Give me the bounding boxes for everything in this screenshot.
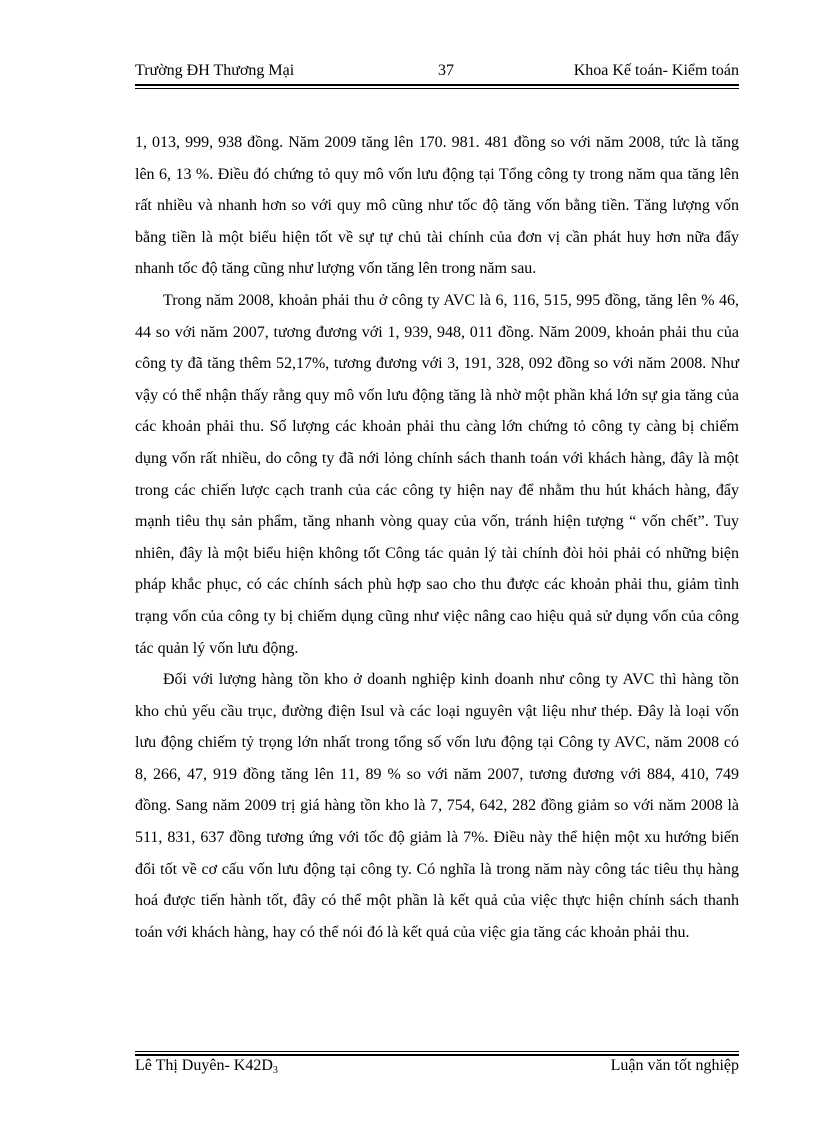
page-footer bbox=[135, 1055, 739, 1079]
footer-class-subscript: 3 bbox=[272, 1065, 278, 1076]
footer-document-type: Luận văn tốt nghiệp bbox=[610, 1057, 739, 1074]
footer-rule-top bbox=[135, 1051, 739, 1052]
paragraph-1: 1, 013, 999, 938 đồng. Năm 2009 tăng lên 170. 981. 481 đồng so với năm 2008, tức là tăng lên 6, 13 %. Điều đó chứng tỏ quy mô vốn lưu động tại Tổng công ty trong năm qua tăng lên rất nhiều và nhanh hơn so với quy mô cũng như tốc độ tăng vốn bằng tiền. Tăng lượng vốn bằng tiền là một biểu hiện tốt về sự tự chủ tài chính của đơn vị cần phát huy hơn nữa đẩy nhanh tốc độ tăng cũng như lượng vốn tăng lên trong năm sau. bbox=[135, 134, 739, 278]
header-rule-top bbox=[135, 84, 739, 86]
header-rule-bottom bbox=[135, 88, 739, 89]
footer-author bbox=[135, 1057, 278, 1076]
paragraph-2: Trong năm 2008, khoản phải thu ở công ty AVC là 6, 116, 515, 995 đồng, tăng lên % 46, 44 so với năm 2007, tương đương với 1, 939, 948, 011 đồng. Năm 2009, khoản phải thu của công ty đã tăng thêm 52,17%, tương đương với 3, 191, 328, 092 đồng so với năm 2008. Như vậy có thể nhận thấy rằng quy mô vốn lưu động tăng là nhờ một phần khá lớn sự gia tăng của các khoản phải thu. Số lượng các khoản phải thu càng lớn chứng tỏ công ty càng bị chiếm dụng vốn rất nhiều, do công ty đã nới lỏng chính sách thanh toán với khách hàng, đây là một trong các chiến lược cạch tranh của các công ty hiện nay để nhằm thu hút khách hàng, đẩy mạnh tiêu thụ sản phẩm, tăng nhanh vòng quay của vốn, tránh hiện tượng “ vốn chết”. Tuy nhiên, đây là một biểu hiện không tốt Công tác quản lý tài chính đòi hỏi phải có những biện pháp khắc phục, có các chính sách phù hợp sao cho thu được các khoản phải thu, giảm tình trạng vốn của công ty bị chiếm dụng cũng như việc nâng cao hiệu quả sử dụng vốn của công tác quản lý vốn lưu động. bbox=[135, 291, 739, 657]
header-school: Trường ĐH Thương Mại bbox=[135, 62, 295, 79]
header-department: Khoa Kế toán- Kiểm toán bbox=[573, 62, 739, 79]
body-text bbox=[135, 127, 739, 948]
page-number: 37 bbox=[438, 62, 454, 79]
page-header bbox=[135, 60, 739, 84]
paragraph-3: Đối với lượng hàng tồn kho ở doanh nghiệp kinh doanh như công ty AVC thì hàng tồn kho chủ yếu cầu trục, đường điện Isul và các loại nguyên vật liệu như thép. Đây là loại vốn lưu động chiếm tỷ trọng lớn nhất trong tổng số vốn lưu động tại Công ty AVC, năm 2008 có 8, 266, 47, 919 đồng tăng lên 11, 89 % so với năm 2007, tương đương với 884, 410, 749 đồng. Sang năm 2009 trị giá hàng tồn kho là 7, 754, 642, 282 đồng giảm so với năm 2008 là 511, 831, 637 đồng tương ứng với tốc độ giảm là 7%. Điều này thể hiện một xu hướng biến đổi tốt về cơ cấu vốn lưu động tại công ty. Có nghĩa là trong năm này công tác tiêu thụ hàng hoá được tiến hành tốt, đây có thể một phần là kết quả của việc thực hiện chính sách thanh toán với khách hàng, hay có thể nói đó là kết quả của việc gia tăng các khoản phải thu. bbox=[135, 671, 739, 941]
footer-author-name: Lê Thị Duyên- K42D bbox=[135, 1057, 273, 1074]
